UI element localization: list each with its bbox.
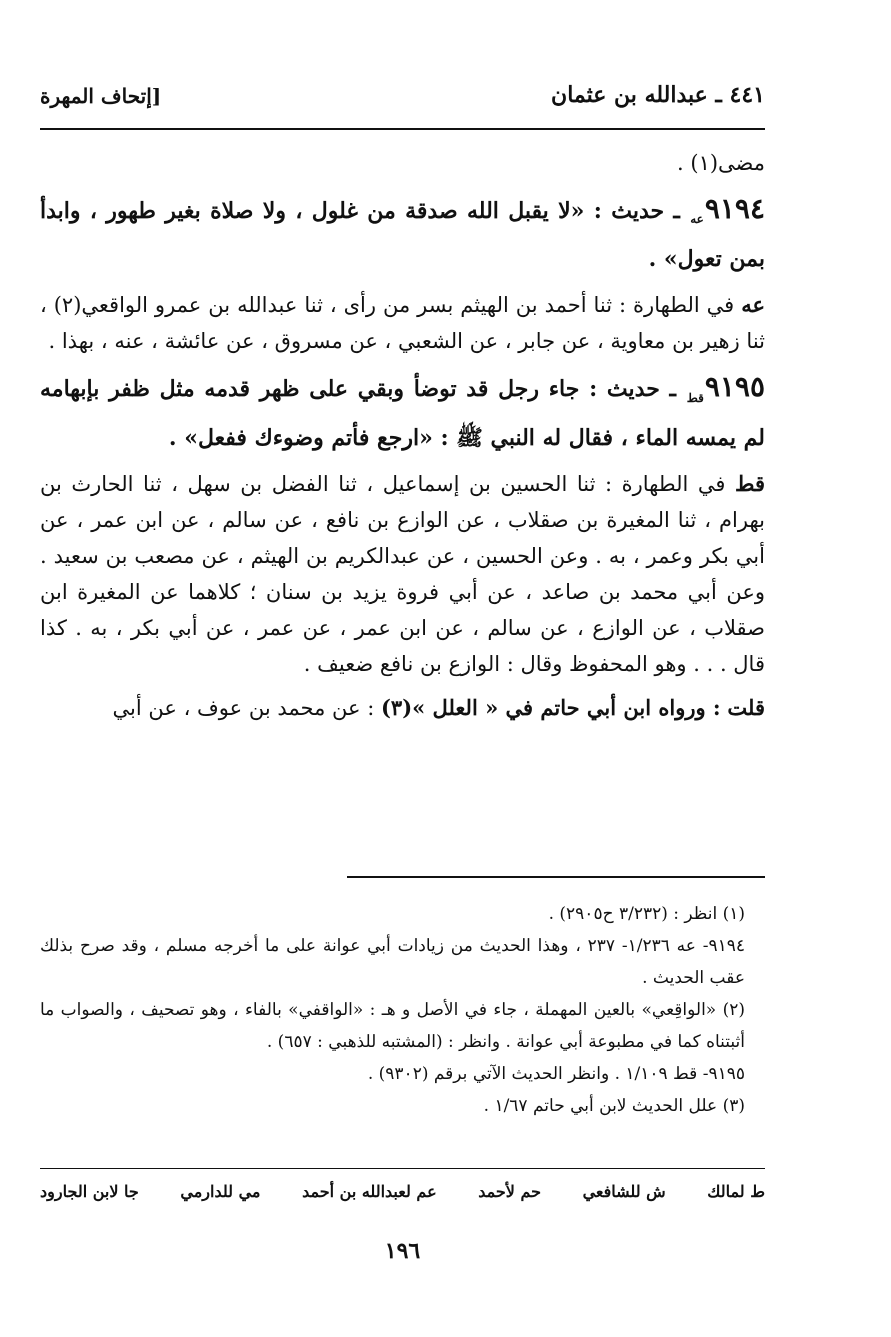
- hadith-9194: [40, 189, 765, 279]
- isnad-text: في الطهارة : ثنا أحمد بن الهيثم بسر من رأى ، ثنا عبدالله بن عمرو الواقعي(٢) ، ثنا زهير بن معاوية ، عن جابر ، عن الشعبي ، عن مسروق ، عن عائشة ، عنه ، بهذا .: [40, 293, 765, 354]
- page-number: ١٩٦: [384, 1238, 421, 1264]
- abbr-item: جا لابن الجارود: [40, 1182, 139, 1201]
- abbr-item: حم لأحمد: [478, 1182, 541, 1201]
- source-siglum: عه: [741, 292, 765, 318]
- chapter-title: ٤٤١ ـ عبدالله بن عثمان: [551, 82, 765, 108]
- running-header: [40, 82, 765, 122]
- footnote-rule: [347, 876, 765, 878]
- footnote-1: (١) انظر : (٣/٢٣٢ ح٢٩٠٥) .: [548, 904, 745, 924]
- isnad-text: في الطهارة : ثنا الحسين بن إسماعيل ، ثنا الفضل بن سهل ، ثنا الحارث بن بهرام ، ثنا المغيرة بن صقلاب ، عن الوازع بن نافع ، عن سالم ، عن ابن عمر ، عن أبي بكر وعمر ، به . وعن الحسين ، عن عبدالكريم بن الهيثم ، عن مصعب بن سعيد . وعن أبي محمد بن صاعد ، عن أبي فروة يزيد بن سنان ؛ كلاهما عن المغيرة ابن صقلاب ، عن الوازع ، عن سالم ، عن ابن عمر ، عن عمر ، عن أبي بكر ، به . كذا قال . . . وهو المحفوظ وقال : الوازع بن نافع ضعيف .: [40, 471, 765, 676]
- qult-text: : عن محمد بن عوف ، عن أبي: [112, 695, 375, 720]
- footnote-9194: ٩١٩٤- عه ١/٢٣٦- ٢٣٧ ، وهذا الحديث من زيادات أبي عوانة على ما أخرجه مسلم ، وقد صرح بذلك عقب الحديث .: [40, 936, 746, 988]
- abbreviation-key: [40, 1182, 765, 1201]
- footnotes: [40, 898, 765, 1122]
- hadith-number: ٩١٩٥: [704, 370, 765, 404]
- qult-bold-text: : ورواه ابن أبي حاتم في « العلل »(٣): [380, 694, 721, 720]
- hadith-text: ـ حديث : «لا يقبل الله صدقة من غلول ، ولا صلاة بغير طهور ، وابدأ بمن تعول» .: [40, 198, 765, 273]
- book-title: [إتحاف المهرة: [40, 84, 162, 108]
- footnote-9195: ٩١٩٥- قط ١/١٠٩ . وانظر الحديث الآتي برقم (٩٣٠٢) .: [367, 1064, 745, 1084]
- hadith-number: ٩١٩٤: [704, 192, 765, 225]
- hadith-text: ـ حديث : جاء رجل قد توضأ وبقي على ظهر قدمه مثل ظفر بإبهامه لم يمسه الماء ، فقال له النبي ﷺ : «ارجع فأتم وضوءك ففعل» .: [40, 376, 765, 451]
- main-text: [40, 145, 765, 734]
- hadith-siglum: قط: [686, 390, 704, 405]
- isnad-9194: [40, 287, 765, 359]
- isnad-9195: [40, 466, 765, 682]
- abbr-item: ش للشافعي: [582, 1182, 666, 1201]
- qult-paragraph: [40, 690, 765, 726]
- source-siglum: قط: [735, 470, 765, 496]
- qult-label: قلت: [727, 694, 765, 720]
- hadith-siglum: عه: [690, 212, 704, 227]
- abbr-item: عم لعبدالله بن أحمد: [302, 1182, 437, 1201]
- footnote-3: (٣) علل الحديث لابن أبي حاتم ١/٦٧ .: [483, 1096, 745, 1116]
- book-page: [40, 0, 765, 1337]
- header-rule: [40, 128, 765, 130]
- bottom-rule: [40, 1168, 765, 1169]
- abbr-item: ط لمالك: [707, 1182, 765, 1201]
- continuation-line: مضى(١) .: [677, 151, 765, 175]
- footnote-2: (٢) «الواقِعي» بالعين المهملة ، جاء في الأصل و هـ : «الواقفي» بالفاء ، وهو تصحيف ، والصواب ما أثبتناه كما في مطبوعة أبي عوانة . وانظر : (المشتبه للذهبي : ٦٥٧) .: [40, 1000, 745, 1052]
- hadith-9195: [40, 367, 765, 457]
- abbr-item: مي للدارمي: [180, 1182, 261, 1201]
